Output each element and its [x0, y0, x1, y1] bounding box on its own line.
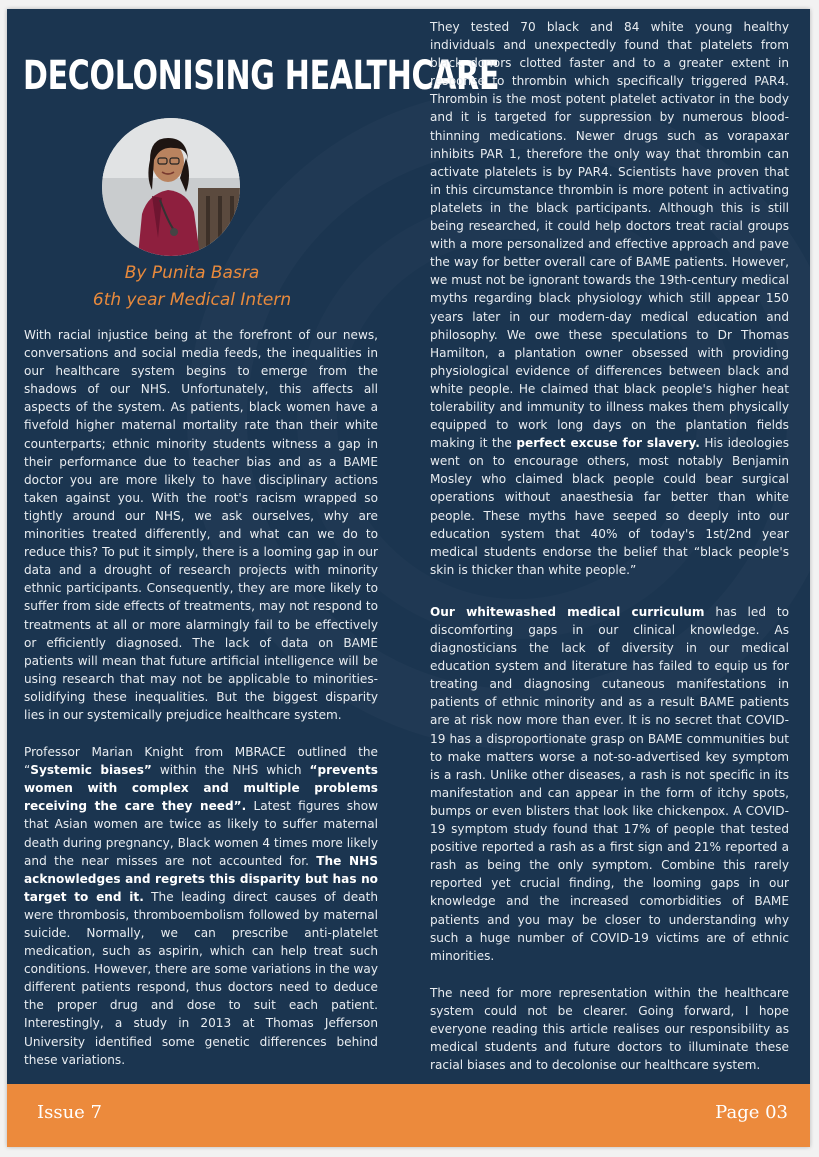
article-title: DECOLONISING HEALTHCARE	[23, 52, 500, 100]
bold-run: The NHS acknowledges and regrets this disparity but has no target to end it.	[24, 853, 378, 904]
text-run: His ideologies went on to encourage others, most notably Benjamin Mosley who claimed black people could bear surgical operations without anaesthesia far better than white people. These myths have seeped so deeply into our education system that 40% of today's 1st/2nd year medical students endorse the belief that “black people's skin is thicker than white people.”	[430, 436, 789, 577]
bold-run: Our whitewashed medical curriculum	[430, 604, 705, 619]
bold-run: perfect excuse for slavery.	[516, 436, 700, 451]
paragraph-study	[430, 18, 789, 579]
left-column	[24, 326, 378, 1069]
right-column	[430, 18, 789, 1074]
paragraph-conclusion: The need for more representation within the healthcare system could not be clearer. Going forward, I hope everyone reading this article realises our responsibility as medical students and future doctors to illuminate these racial biases and to decolonise our healthcare system.	[430, 985, 789, 1073]
author-byline: By Punita Basra	[124, 263, 260, 283]
page-footer	[7, 1084, 810, 1147]
text-run: The leading direct causes of death were thrombosis, thromboembolism followed by maternal suicide. Normally, we can prescribe anti-platelet medication, such as aspirin, which can help treat such conditions. However, there are some variations in the way different patients respond, thus doctors need to deduce the proper drug and dose to suit each patient. Interestingly, a study in 2013 at Thomas Jefferson University identified some genetic differences behind these variations.	[24, 889, 378, 1067]
text-run: Professor Marian Knight from MBRACE outlined the “	[24, 745, 378, 778]
bold-run: “prevents women with complex and multiple problems receiving the care they need”.	[24, 763, 378, 814]
text-run: within the NHS which	[151, 763, 310, 778]
text-run: Latest figures show that Asian women are twice as likely to suffer maternal death during pregnancy, Black women 4 times more likely and the near misses are not accounted for.	[24, 799, 378, 868]
paragraph-curriculum	[430, 603, 789, 965]
paragraph-intro: With racial injustice being at the forefront of our news, conversations and social media feeds, the inequalities in our healthcare system begins to emerge from the shadows of our NHS. Unfortunately, this affects all aspects of the system. As patients, black women have a fivefold higher maternal mortality rate than their white counterparts; ethnic minority students witness a gap in their performance due to teacher bias and as a BAME doctor you are more likely to have disciplinary actions taken against you. With the root's racism wrapped so tightly around our NHS, we ask ourselves, why are minorities treated differently, and what can we do to reduce this? To put it simply, there is a looming gap in our data and a drought of research projects with minority ethnic participants. Consequently, they are more likely to suffer from side effects of treatments, may not respond to treatments at all or more alarmingly fail to be effectively or efficiently diagnosed. The lack of data on BAME patients will mean that future artificial intelligence will be using research that may not be applicable to minorities- solidifying these inequalities. But the biggest disparity lies in our systemically prejudice healthcare system.	[24, 328, 378, 722]
issue-number: Issue 7	[37, 1102, 103, 1123]
paragraph-systemic-biases	[24, 743, 378, 1069]
page-number: Page 03	[715, 1102, 788, 1123]
author-photo	[102, 118, 240, 256]
author-role: 6th year Medical Intern	[92, 290, 292, 310]
text-run: They tested 70 black and 84 white young healthy individuals and unexpectedly found that platelets from black donors clotted faster and to a greater extent in response to thrombin which specifically triggered PAR4. Thrombin is the most potent platelet activator in the body and it is targeted for suppression by numerous blood-thinning medications. Newer drugs such as vorapaxar inhibits PAR 1, therefore the only way that thrombin can activate platelets is by PAR4. Scientists have proven that in this circumstance thrombin is more potent in activating platelets in the black participants. Although this is still being researched, it could help doctors treat racial groups with a more personalized and effective approach and pave the way for better overall care of BAME patients. However, we must not be ignorant towards the 19th-century medical myths regarding black physiology which still appear 150 years later in our modern-day medical education and philosophy. We owe these speculations to Dr Thomas Hamilton, a plantation owner obsessed with providing physiological evidence of differences between black and white people. He claimed that black people's higher heat tolerability and immunity to illness makes them physically equipped to work long days on the plantation fields making it the	[430, 20, 789, 451]
author-photo-image	[102, 118, 240, 256]
text-run: has led to discomforting gaps in our clinical knowledge. As diagnosticians the lack of diversity in our medical education system and literature has failed to equip us for treating and diagnosing cutaneous manifestations in patients of ethnic minority and as a result BAME patients are at risk now more than ever. It is no secret that COVID-19 has a disproportionate grasp on BAME communities but to make matters worse a not-so-advertised key symptom is a rash. Unlike other diseases, a rash is not specific in its manifestation and can appear in the form of itchy spots, bumps or even blisters that look like chickenpox. A COVID-19 symptom study found that 17% of people that tested positive reported a rash as a first sign and 21% reported a rash as being the only symptom. Combine this rarely reported yet crucial finding, the looming gaps in our knowledge and the increased comorbidities of BAME patients and you may be closer to understanding why such a huge number of COVID-19 victims are of ethnic minorities.	[430, 604, 789, 963]
magazine-page	[7, 9, 810, 1147]
bold-run: Systemic biases”	[30, 763, 152, 778]
